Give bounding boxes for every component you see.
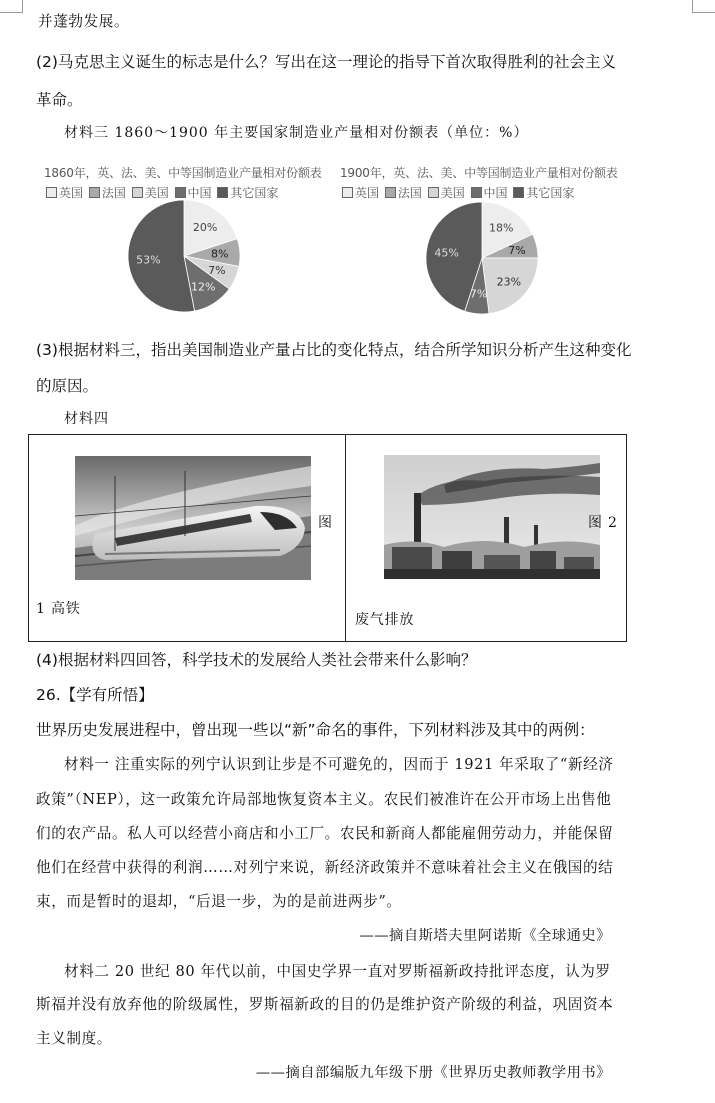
- pie-label-usa: 23%: [496, 275, 522, 289]
- table-divider: [345, 435, 346, 641]
- question-26-title: 26.【学有所悟】: [36, 686, 154, 704]
- material-2-line-1: 材料二 20 世纪 80 年代以前，中国史学界一直对罗斯福新政持批评态度，认为罗: [64, 963, 611, 980]
- legend-label-china: 中国: [187, 186, 212, 200]
- pie-1900-graphic: [422, 198, 542, 318]
- legend-swatch-usa: [428, 187, 439, 198]
- high-speed-train-photo: [75, 456, 311, 580]
- material-1-line-3: 们的农产品。私人可以经营小商店和小工厂。农民和新商人都能雇佣劳动力，并能保留: [36, 825, 614, 842]
- material-4-figure-table: [28, 434, 627, 642]
- figure-1-tag: 图: [318, 515, 333, 531]
- pie-label-uk: 18%: [488, 221, 514, 235]
- pie-label-china: 7%: [469, 287, 488, 301]
- question-3-line-1: (3)根据材料三，指出美国制造业产量占比的变化特点，结合所学知识分析产生这种变化: [36, 341, 632, 359]
- pie-label-china: 12%: [190, 280, 216, 294]
- pie-label-usa: 7%: [208, 264, 226, 278]
- legend-label-france: 法国: [101, 186, 126, 200]
- material-3-title: 材料三 1860～1900 年主要国家制造业产量相对份额表（单位：%）: [64, 125, 529, 141]
- pie-label-other: 53%: [136, 253, 161, 267]
- material-2-source: ——摘自部编版九年级下册《世界历史教师教学用书》: [255, 1065, 611, 1081]
- legend-swatch-uk: [342, 187, 353, 198]
- material-1-line-2: 政策”（NEP），这一政策允许局部地恢复资本主义。农民们被准许在公开市场上出售他: [36, 791, 612, 808]
- pie-label-uk: 20%: [192, 221, 218, 235]
- page-corner-mark-left: [0, 0, 23, 13]
- legend-swatch-other: [513, 187, 524, 198]
- pie-label-other: 45%: [434, 246, 459, 260]
- pie-chart-1900: [340, 164, 618, 201]
- legend-label-uk: 英国: [59, 186, 84, 200]
- legend-label-usa: 美国: [440, 186, 465, 200]
- question-3-line-2: 的原因。: [36, 377, 99, 395]
- question-2-line-1: (2)马克思主义诞生的标志是什么？写出在这一理论的指导下首次取得胜利的社会主义: [36, 53, 616, 71]
- figure-1-caption: 1 高铁: [36, 601, 81, 617]
- legend-label-china: 中国: [483, 186, 508, 200]
- material-1-line-4: 他们在经营中获得的利润……对列宁来说，新经济政策并不意味着社会主义在俄国的结: [36, 859, 614, 876]
- material-1-line-5: 束，而是暂时的退却，“后退一步，为的是前进两步”。: [36, 893, 402, 910]
- legend-swatch-france: [385, 187, 396, 198]
- question-26-intro: 世界历史发展进程中，曾出现一些以“新”命名的事件，下列材料涉及其中的两例：: [36, 721, 595, 739]
- legend-label-other: 其它国家: [526, 186, 575, 200]
- legend-swatch-france: [89, 187, 100, 198]
- pie-label-france: 8%: [211, 247, 229, 261]
- legend-swatch-china: [471, 187, 482, 198]
- continued-text: 并蓬勃发展。: [38, 13, 130, 30]
- legend-label-france: 法国: [397, 186, 422, 200]
- question-2-line-2: 革命。: [36, 91, 83, 109]
- legend-label-uk: 英国: [355, 186, 380, 200]
- figure-2-caption: 废气排放: [355, 612, 415, 628]
- material-4-title: 材料四: [64, 411, 109, 427]
- pie-label-france: 7%: [508, 244, 526, 258]
- legend-swatch-uk: [46, 187, 57, 198]
- material-1-source: ——摘自斯塔夫里阿诺斯《全球通史》: [359, 928, 611, 944]
- pie-1860-graphic: [124, 196, 244, 316]
- pie-1900-title: 1900年，英、法、美、中等国制造业产量相对份额表: [340, 166, 618, 180]
- question-4: (4)根据材料四回答，科学技术的发展给人类社会带来什么影响？: [36, 651, 477, 669]
- material-1-line-1: 材料一 注重实际的列宁认识到让步是不可避免的，因而于 1921 年采取了“新经济: [64, 756, 614, 773]
- material-2-line-3: 主义制度。: [36, 1030, 112, 1047]
- pie-1860-title: 1860年，英、法、美、中等国制造业产量相对份额表: [44, 166, 322, 180]
- factory-emissions-photo: [384, 455, 600, 579]
- material-2-line-2: 斯福并没有放弃他的阶级属性，罗斯福新政的目的仍是维护资产阶级的利益，巩固资本: [36, 996, 614, 1013]
- figure-2-tag: 图 2: [588, 515, 618, 531]
- legend-label-other: 其它国家: [230, 186, 279, 200]
- legend-label-usa: 美国: [144, 186, 169, 200]
- page-corner-mark-right: [692, 0, 715, 13]
